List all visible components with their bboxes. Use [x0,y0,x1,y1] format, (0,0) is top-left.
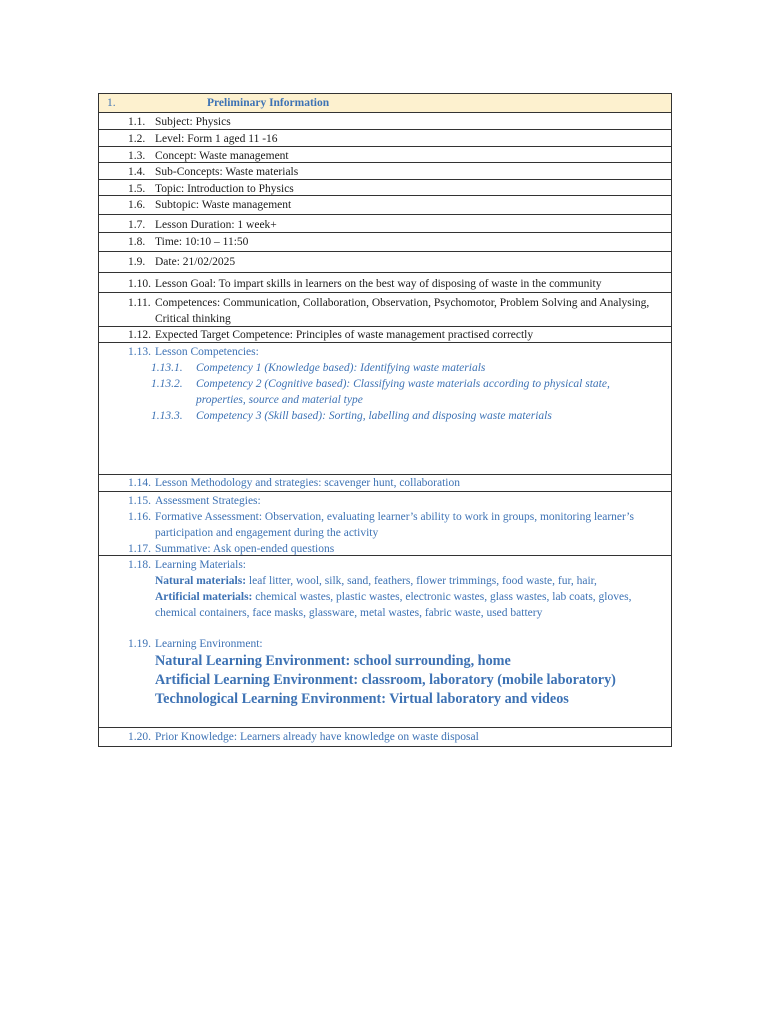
row-number: 1.9. [128,256,146,268]
row-text: Learning Environment: [155,638,263,650]
prior-knowledge-row [99,727,671,746]
row-text: Lesson Competencies: [155,346,259,358]
environment-item: Natural Learning Environment: school surrounding, home [155,653,511,669]
table-row [99,179,671,195]
row-text: Expected Target Competence: Principles of waste management practised correctly [155,329,534,341]
table-row [99,129,671,146]
row-text: Topic: Introduction to Physics [155,183,294,195]
competency-item [99,360,671,376]
row-text: Lesson Methodology and strategies: scavenger hunt, collaboration [155,477,460,489]
row-text: Subtopic: Waste management [155,199,292,211]
materials-row [99,555,671,727]
row-text: Sub-Concepts: Waste materials [155,166,299,178]
environment-item: Artificial Learning Environment: classroom, laboratory (mobile laboratory) [155,672,616,688]
row-number: 1.4. [128,166,146,178]
row-number: 1.3. [128,150,146,162]
row-number: 1.14. [128,477,151,489]
natural-materials-text: leaf litter, wool, silk, sand, feathers, flower trimmings, food waste, fur, hair, [246,575,597,587]
assessment-line [99,509,671,541]
row-number: 1.11. [128,297,151,309]
table-row [99,326,671,342]
row-number: 1.17. [128,543,151,555]
competency-text: Competency 2 (Cognitive based): Classifying waste materials according to physical state, properties, source and material type [196,378,610,406]
artificial-materials-label: Artificial materials: [155,591,253,603]
competency-number: 1.13.1. [151,362,183,374]
competency-text: Competency 1 (Knowledge based): Identifying waste materials [196,362,486,374]
table-row [99,292,671,326]
row-text: Learning Materials: [155,559,247,571]
row-text: Prior Knowledge: Learners already have knowledge on waste disposal [155,731,479,743]
row-number: 1.19. [128,638,151,650]
competencies-row [99,342,671,474]
table-row [99,232,671,251]
lesson-plan-table [98,93,672,747]
row-number: 1.8. [128,236,146,248]
row-text: Competences: Communication, Collaboration, Observation, Psychomotor, Problem Solving and Analysing, Critical thinking [155,297,650,325]
table-row [99,195,671,214]
row-text: Summative: Ask open-ended questions [155,543,335,555]
row-text: Lesson Goal: To impart skills in learners on the best way of disposing of waste in the community [155,278,602,290]
competency-number: 1.13.2. [151,378,183,390]
competency-number: 1.13.3. [151,410,183,422]
row-number: 1.15. [128,495,151,507]
row-number: 1.5. [128,183,146,195]
assessment-row [99,491,671,555]
methodology-row [99,474,671,491]
table-row [99,272,671,292]
table-row [99,146,671,162]
table-row [99,251,671,272]
row-number: 1.7. [128,219,146,231]
row-number: 1.10. [128,278,151,290]
row-text: Lesson Duration: 1 week+ [155,219,277,231]
row-text: Formative Assessment: Observation, evaluating learner’s ability to work in groups, monitoring learner’s participation and engagement during the activity [155,511,634,539]
row-text: Date: 21/02/2025 [155,256,236,268]
materials-line [99,557,671,573]
row-text: Assessment Strategies: [155,495,261,507]
header-number: 1. [107,97,116,109]
artificial-materials-text: chemical wastes, plastic wastes, electronic wastes, glass wastes, lab coats, gloves, chemical containers, face masks, glassware, metal wastes, fabric waste, used battery [155,591,632,619]
row-text: Level: Form 1 aged 11 -16 [155,133,278,145]
environment-line [99,636,671,652]
header-title: Preliminary Information [207,97,330,109]
row-number: 1.16. [128,511,151,523]
row-text: Subject: Physics [155,116,231,128]
natural-materials [155,573,671,589]
competency-item [99,376,671,408]
row-text: Concept: Waste management [155,150,289,162]
row-text: Time: 10:10 – 11:50 [155,236,249,248]
row-number: 1.2. [128,133,146,145]
natural-materials-label: Natural materials: [155,575,247,587]
row-number: 1.18. [128,559,151,571]
row-number: 1.12. [128,329,151,341]
row-number: 1.6. [128,199,146,211]
row-number: 1.20. [128,731,151,743]
table-row [99,214,671,232]
competency-text: Competency 3 (Skill based): Sorting, labelling and disposing waste materials [196,410,552,422]
table-header-row [99,94,671,112]
table-row [99,162,671,179]
competency-item [99,408,671,424]
artificial-materials [155,589,671,621]
environment-item: Technological Learning Environment: Virtual laboratory and videos [155,691,569,707]
assessment-line [99,493,671,509]
row-number: 1.1. [128,116,146,128]
table-row [99,112,671,129]
row-number: 1.13. [128,346,151,358]
